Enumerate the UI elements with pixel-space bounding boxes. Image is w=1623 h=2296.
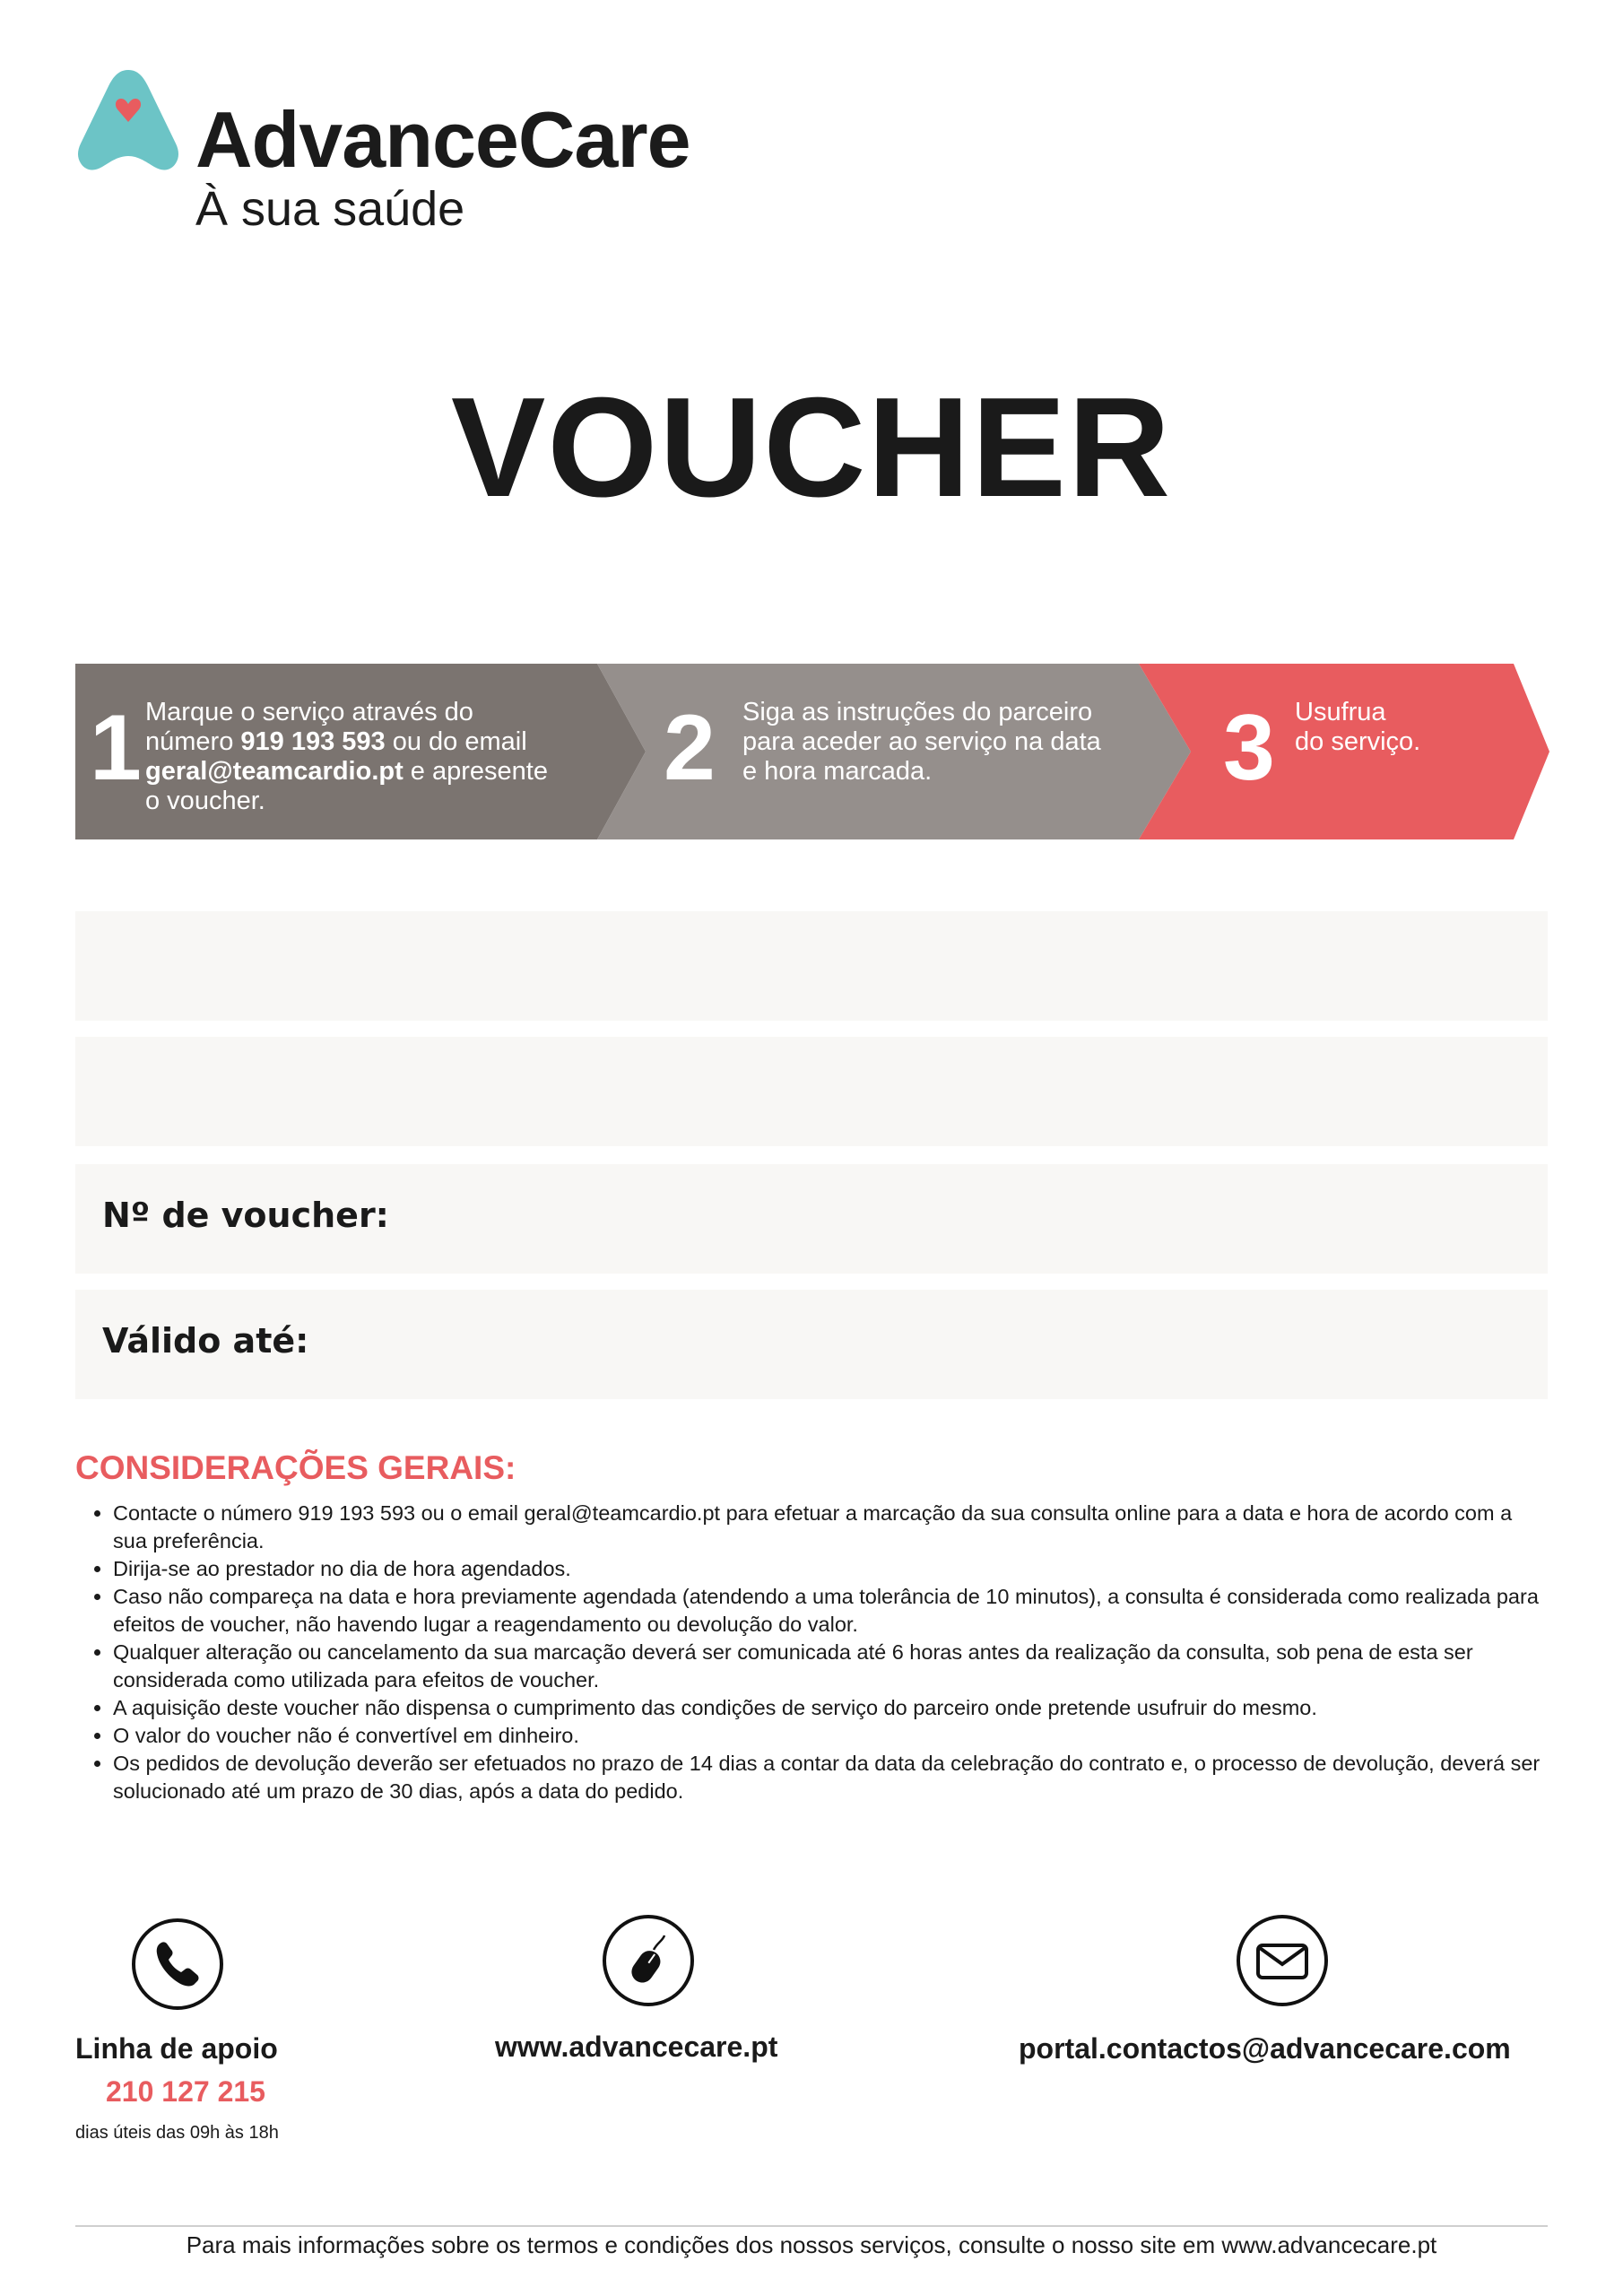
valid-until-label: Válido até: [102, 1321, 309, 1361]
step-2-number: 2 [664, 696, 716, 800]
valid-until-field [75, 1290, 1548, 1399]
step-3-line-1: Usufrua [1295, 698, 1386, 726]
steps-band [75, 664, 1549, 839]
step-3-text [1295, 698, 1420, 757]
list-item: • O valor do voucher não é convertível em dinheiro. [113, 1722, 1548, 1750]
list-item: • Os pedidos de devolução deverão ser efetuados no prazo de 14 dias a contar da data da celebração do contrato e, o processo de devolução, deverá ser solucionado até um prazo de 30 dias, após a data do pedido. [113, 1750, 1548, 1805]
step-3-number: 3 [1223, 696, 1275, 800]
step-1-phone: 919 193 593 [240, 727, 386, 756]
voucher-number-label: Nº de voucher: [102, 1196, 389, 1235]
step-1-line-1: Marque o serviço através do [145, 698, 473, 726]
brand-tagline: À sua saúde [195, 182, 465, 236]
list-item: • Dirija-se ao prestador no dia de hora agendados. [113, 1555, 1548, 1583]
voucher-number-field [75, 1164, 1548, 1274]
step-1-line-2 [145, 727, 548, 757]
step-2-text [742, 698, 1101, 787]
support-line-title: Linha de apoio [75, 2032, 278, 2065]
list-item: • Contacte o número 919 193 593 ou o email geral@teamcardio.pt para efetuar a marcação da sua consulta online para a data e hora de acordo com a sua preferência. [113, 1500, 1548, 1555]
step-1-phone-suffix: ou do email [385, 727, 527, 756]
brand-name: AdvanceCare [195, 95, 690, 184]
mouse-icon [602, 1914, 695, 2007]
website-link[interactable]: www.advancecare.pt [495, 2031, 778, 2063]
step-1-number: 1 [90, 696, 142, 800]
step-1-text [145, 698, 548, 816]
support-hours: dias úteis das 09h às 18h [75, 2123, 279, 2143]
step-2-line-2: para aceder ao serviço na data [742, 727, 1101, 756]
step-2-line-1: Siga as instruções do parceiro [742, 698, 1093, 726]
step-2-line-3: e hora marcada. [742, 757, 933, 786]
step-1-email-suffix: e apresente [403, 757, 548, 786]
blank-field-1 [75, 911, 1548, 1021]
blank-field-2 [75, 1037, 1548, 1146]
step-1-line-4: o voucher. [145, 787, 265, 815]
list-item: • Caso não compareça na data e hora previamente agendada (atendendo a uma tolerância de 10 minutos), a consulta é considerada como realizada para efeitos de voucher, não havendo lugar a reagendamento ou devolução do valor. [113, 1583, 1548, 1639]
footer-text: Para mais informações sobre os termos e condições dos nossos serviços, consulte o nosso site em www.advancecare.pt [186, 2231, 1437, 2258]
list-item: • A aquisição deste voucher não dispensa o cumprimento das condições de serviço do parceiro onde pretende usufruir do mesmo. [113, 1694, 1548, 1722]
list-item: • Qualquer alteração ou cancelamento da sua marcação deverá ser comunicada até 6 horas antes da realização da consulta, sob pena de esta ser considerada como utilizada para efeitos de voucher. [113, 1639, 1548, 1694]
step-3-line-2: do serviço. [1295, 727, 1421, 756]
step-1-phone-prefix: número [145, 727, 241, 756]
footer-divider [75, 2225, 1548, 2227]
considerations-list [75, 1500, 1548, 1805]
step-1-line-3 [145, 757, 548, 787]
contact-email-link[interactable]: portal.contactos@advancecare.com [1019, 2032, 1511, 2065]
envelope-icon [1236, 1914, 1329, 2007]
considerations-title: CONSIDERAÇÕES GERAIS: [75, 1449, 516, 1486]
support-phone-number[interactable]: 210 127 215 [106, 2075, 265, 2108]
step-1-email: geral@teamcardio.pt [145, 757, 404, 786]
advancecare-logo-mark [75, 66, 181, 178]
page-title: VOUCHER [450, 369, 1173, 526]
phone-icon [131, 1918, 224, 2011]
